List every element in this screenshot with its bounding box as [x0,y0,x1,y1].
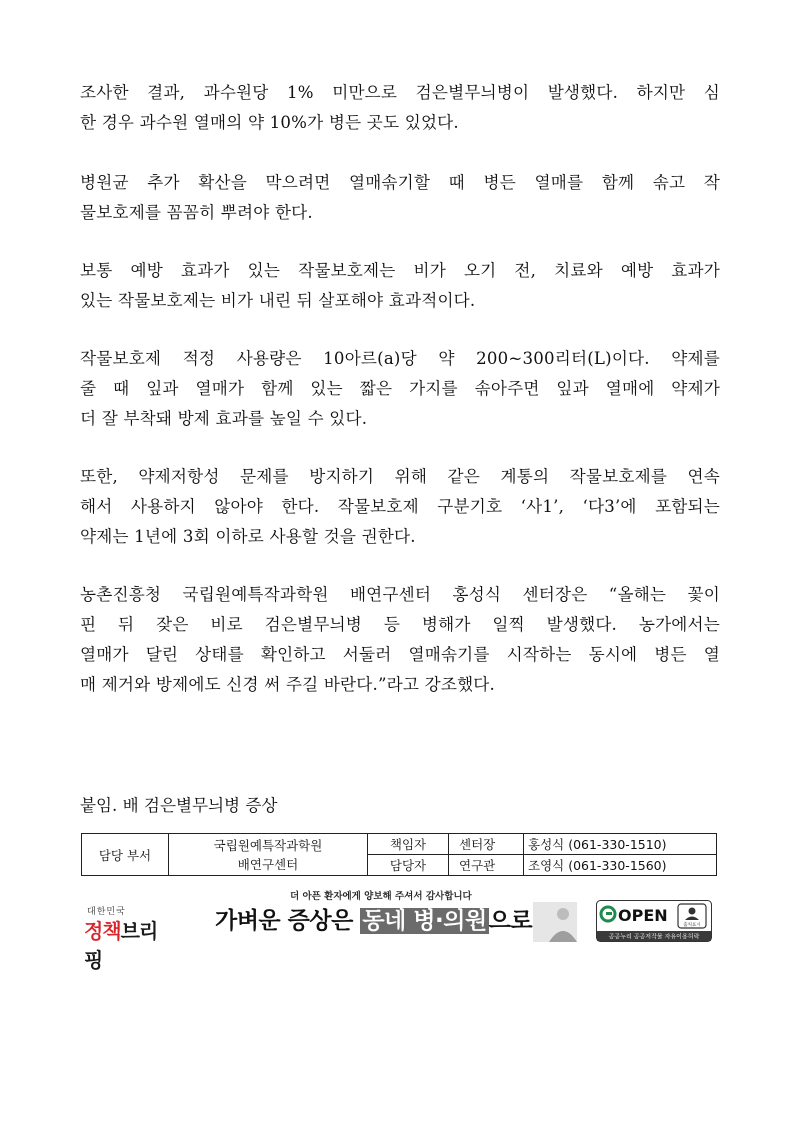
banner-subtitle: 더 아픈 환자에게 양보해 주셔서 감사합니다 [290,891,472,902]
paragraph-line: 농촌진흥청 국립원예특작과학원 배연구센터 홍성식 센터장은 “올해는 꽃이 [80,585,720,604]
banner-title: 가벼운 증상은 동네 병·의원으로 [215,908,533,934]
paragraph-line: 병원균 추가 확산을 막으려면 열매솎기할 때 병든 열매를 함께 솎고 작 [80,173,720,192]
contact-table [81,833,717,876]
contact-dept-label: 담당 부서 [82,834,169,876]
paragraph-line: 약제는 1년에 3회 이하로 사용할 것을 권한다. [80,527,416,546]
attachment-note: 붙임. 배 검은별무늬병 증상 [80,796,278,815]
paragraph-line: 작물보호제 적정 사용량은 10아르(a)당 약 200~300리터(L)이다. 약제를 [80,349,720,368]
paragraph-line: 열매가 달린 상태를 확인하고 서둘러 열매솎기를 시작하는 동시에 병든 열 [80,645,720,664]
contact-role: 책임자 [368,834,449,855]
open-label: OPEN [618,906,668,925]
paragraph-line: 더 잘 부착돼 방제 효과를 높일 수 있다. [80,409,368,428]
paragraph [80,168,720,228]
paragraph-line: 또한, 약제저항성 문제를 방지하기 위해 같은 계통의 작물보호제를 연속 [80,467,720,486]
paragraph [80,580,720,700]
paragraph [80,462,720,552]
contact-dept-name [169,834,368,876]
paragraph-line: 보통 예방 효과가 있는 작물보호제는 비가 오기 전, 치료와 예방 효과가 [80,261,720,280]
paragraph [80,344,720,434]
doctor-illustration-icon [533,902,577,942]
open-badge-text: 출처표시 [683,923,701,928]
open-license-badge [596,900,712,942]
policy-briefing-logo [84,904,174,972]
paragraph [80,256,720,316]
contact-person: 조영식 (061-330-1560) [524,855,717,876]
contact-role: 담당자 [368,855,449,876]
logo-main-text: 정책브리핑 [84,919,158,972]
paragraph-line: 핀 뒤 잦은 비로 검은별무늬병 등 병해가 일찍 발생했다. 농가에서는 [80,615,720,634]
footer [0,880,793,972]
contact-position: 연구관 [449,855,524,876]
contact-org-line2: 배연구센터 [237,856,299,872]
paragraph-line: 줄 때 잎과 열매가 함께 있는 짧은 가지를 솎아주면 잎과 열매에 약제가 [80,379,720,398]
contact-org-line1: 국립원예특작과학원 [213,837,323,853]
paragraph-line: 조사한 결과, 과수원당 1% 미만으로 검은별무늬병이 발생했다. 하지만 심 [80,83,720,102]
campaign-banner [215,888,575,944]
paragraph-line: 매 제거와 방제에도 신경 써 주길 바란다.”라고 강조했다. [80,675,496,694]
contact-position: 센터장 [449,834,524,855]
logo-small-text: 대한민국 [87,907,126,917]
paragraph-line: 물보호제를 꼼꼼히 뿌려야 한다. [80,203,313,222]
open-sub-label: 공공누리 공공저작물 자유이용허락 [608,933,700,941]
paragraph-line: 한 경우 과수원 열매의 약 10%가 병든 곳도 있었다. [80,113,459,132]
contact-person: 홍성식 (061-330-1510) [524,834,717,855]
paragraph [80,78,720,138]
paragraph-line: 있는 작물보호제는 비가 내린 뒤 살포해야 효과적이다. [80,291,476,310]
paragraph-line: 해서 사용하지 않아야 한다. 작물보호제 구분기호 ‘사1’, ‘다3’에 포함되는 [80,497,720,516]
